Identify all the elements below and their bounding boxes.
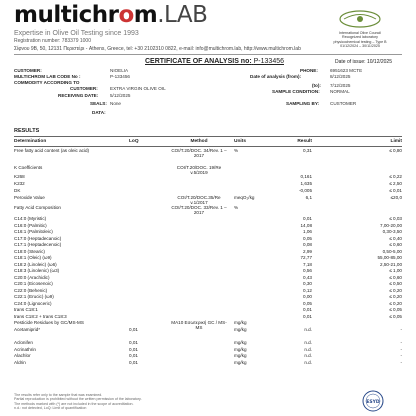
cell-method: COI/T.20/DOC.35/Re v.1/2017 — [177, 195, 221, 205]
cell-limit: ≤20,0 — [390, 195, 402, 200]
cell-result: 0,08 — [303, 242, 312, 247]
cell-limit: - — [400, 347, 402, 352]
cell-determination: C18:1 (Oleic) (ω9) — [14, 255, 52, 260]
cell-limit: ≤ 0,20 — [389, 288, 402, 293]
sample-condition-value: NORMAL — [330, 89, 350, 94]
cell-determination: C24:0 (Lignoceric) — [14, 301, 52, 306]
cell-determination: C16:1 (Palmitoleic) — [14, 229, 53, 234]
cell-determination: Acetamiprid* — [14, 327, 41, 332]
cell-result: 0,05 — [303, 236, 312, 241]
cell-result: 0,161 — [300, 174, 312, 179]
col-method: Method — [190, 139, 208, 144]
cell-method: COI/T.20/DOC. 19/Re v.5/2019 — [176, 165, 222, 175]
phone-label: PHONE: — [300, 68, 318, 73]
analysis-to-label: (to): — [312, 83, 321, 88]
cell-determination: C22:0 (Behenic) — [14, 288, 48, 293]
cell-determination: C18:0 (Stearic) — [14, 249, 45, 254]
cell-result: 0,05 — [303, 301, 312, 306]
cell-determination: Free fatty acid content (as oleic acid) — [14, 148, 90, 153]
cell-result: n.d. — [304, 353, 312, 358]
ioc-logo-icon — [330, 8, 390, 30]
cell-determination: K Coefficients — [14, 165, 43, 170]
cell-determination: C20:1 (Eicosenoic) — [14, 281, 53, 286]
cell-result: 0,00 — [303, 294, 312, 299]
cell-determination: C18:2 (Linoleic) (ω6) — [14, 262, 57, 267]
cell-units: mg/kg — [234, 360, 247, 365]
analysis-to-value: 7/12/2025 — [330, 83, 351, 88]
ioc-recognition: International Olive Council Recognized laboratory physicochemical testing – Type B 01/12/2024 – 30/11/2025 — [333, 31, 387, 49]
cell-units: mg/kg — [234, 347, 247, 352]
cell-result: 72,77 — [300, 255, 312, 260]
cell-limit: 0,50-5,00 — [382, 249, 402, 254]
customer-label: CUSTOMER: — [14, 68, 42, 73]
cell-limit: ≤ 0,20 — [389, 301, 402, 306]
phone-value: 6951623 MCTE — [330, 68, 363, 73]
cell-determination: C17:1 (Heptadecenoic) — [14, 242, 62, 247]
sample-condition-label: SAMPLE CONDITION: — [272, 89, 320, 94]
cell-limit: ≤ 0,60 — [389, 242, 402, 247]
cell-result: n.d. — [304, 340, 312, 345]
cell-result: -0,005 — [298, 188, 312, 193]
cell-limit: ≤ 1,00 — [389, 268, 402, 273]
cell-determination: C17:0 (Heptadecanoic) — [14, 236, 62, 241]
cell-method: MA10 Εσωτερική GC / MS-MS — [171, 320, 227, 330]
company-logo: multichrom.LAB — [14, 2, 208, 28]
cell-limit: 2,50-21,00 — [380, 262, 402, 267]
cell-result: 6,1 — [305, 195, 312, 200]
tagline: Expertise in Olive Oil Testing since 1993 — [14, 30, 139, 37]
registration-number: Registration number: 783379 1000 — [14, 38, 91, 44]
cell-determination: C16:0 (Palmitic) — [14, 223, 47, 228]
cell-units: mg/kg — [234, 353, 247, 358]
cell-limit: ≤ 0,03 — [389, 216, 402, 221]
cell-loq: 0,01 — [129, 353, 138, 358]
certificate-title: CERTIFICATE OF ANALYSIS no: P-133456 — [145, 58, 284, 65]
customer-value: NIOELIA — [110, 68, 129, 73]
seals-label: SEALS: — [90, 101, 107, 106]
cell-result: 0,31 — [303, 148, 312, 153]
lab-code-value: P-133456 — [110, 74, 130, 79]
cell-limit: 7,00-20,00 — [380, 223, 402, 228]
col-loq: LoQ — [129, 139, 139, 144]
cell-loq: 0,01 — [129, 360, 138, 365]
cell-determination: Peroxide Value — [14, 195, 45, 200]
cell-determination: C18:3 (Linolenic) (ω3) — [14, 268, 60, 273]
cell-determination: C22:1 (Erucic) (ω9) — [14, 294, 54, 299]
header-divider — [14, 54, 402, 55]
cell-limit: 0,30-3,50 — [382, 229, 402, 234]
cell-determination: DK — [14, 188, 21, 193]
cell-limit: ≤ 0,22 — [389, 174, 402, 179]
cell-units: meqO₂/kg — [234, 195, 255, 200]
receiving-date-value: 5/12/2025 — [110, 93, 131, 98]
cell-limit: - — [400, 353, 402, 358]
cell-result: n.d. — [304, 360, 312, 365]
cell-limit: - — [400, 327, 402, 332]
cell-limit: ≤ 2,50 — [389, 181, 402, 186]
cell-determination: K268 — [14, 174, 25, 179]
cell-result: 1,06 — [303, 229, 312, 234]
cell-units: mg/kg — [234, 340, 247, 345]
cell-limit: ≤ 0,20 — [389, 294, 402, 299]
cell-result: 0,30 — [303, 281, 312, 286]
sampling-by-label: SAMPLING BY: — [286, 101, 320, 106]
cell-method: COI/T.20/DOC. 34/Rev. 1 – 2017 — [171, 148, 227, 158]
col-determination: Determination — [14, 139, 47, 144]
cell-units: % — [234, 205, 239, 210]
cell-loq: 0,01 — [129, 340, 138, 345]
cell-limit: ≤ 0,50 — [389, 281, 402, 286]
cell-limit: ≤ 0,80 — [389, 148, 402, 153]
cell-determination: Pesticide Residues by GC/MS-MS — [14, 320, 84, 325]
cell-determination: C14:0 (Myristic) — [14, 216, 47, 221]
logo-o: o — [118, 2, 134, 28]
cell-result: 2,99 — [303, 249, 312, 254]
cell-limit: ≤ 0,40 — [389, 236, 402, 241]
col-units: Units — [234, 139, 246, 144]
cell-determination: C20:0 (Arachidic) — [14, 275, 50, 280]
cell-determination: Fatty Acid Composition — [14, 205, 61, 210]
cell-determination: Alachlor — [14, 353, 31, 358]
col-limit: Limit — [390, 139, 402, 144]
issue-date: Date of issue: 10/12/2025 — [335, 59, 392, 65]
cell-loq: 0,01 — [129, 347, 138, 352]
results-table-header — [14, 136, 402, 147]
sampling-by-value: CUSTOMER — [330, 101, 357, 106]
cell-result: 0,43 — [303, 275, 312, 280]
cell-limit: 55,00-85,00 — [377, 255, 402, 260]
cell-determination: Aclonifen — [14, 340, 33, 345]
cell-determination: trans C18:1 — [14, 307, 38, 312]
footer-notes: The results refer only to the sample that was examined. Partial reproduction is prohibited without the written permission of the laboratory. The methods marked with (*) are not included in the scope of accreditation. n.d.: not detected, LoQ: Limit of quantification — [14, 393, 142, 411]
accreditation-seal-icon — [362, 390, 384, 412]
cell-limit: ≤ 0,05 — [389, 307, 402, 312]
results-heading: RESULTS — [14, 128, 40, 134]
cell-limit: - — [400, 340, 402, 345]
cell-result: n.d. — [304, 347, 312, 352]
col-result: Result — [297, 139, 312, 144]
data-label: DATA: — [92, 110, 106, 115]
address-line: Σίφνου 9Β, 50, 12131 Περιστέρι - Athens, Greece, tel: +30 2102310 0822, e-mail: info@multichrom.lab, http://www.multichrom.lab — [14, 46, 301, 52]
analysis-from-label: Date of analysis (from): — [250, 74, 302, 79]
cell-units: % — [234, 148, 239, 153]
commodity-value: EXTRA VIRGIN OLIVE OIL — [110, 86, 166, 91]
certificate-number: P-133456 — [253, 58, 284, 65]
cell-result: 0,56 — [303, 268, 312, 273]
lab-code-label: MULTICHROM LAB CODE No : — [14, 74, 81, 79]
cell-result: n.d. — [304, 327, 312, 332]
seal-text: ESYD — [366, 399, 380, 405]
cell-result: 0,01 — [303, 314, 312, 319]
cell-determination: trans C18:2 + trans C18:3 — [14, 314, 67, 319]
cell-determination: Aldrin — [14, 360, 26, 365]
cell-result: 0,01 — [303, 307, 312, 312]
cell-limit: ≤ 0,01 — [389, 188, 402, 193]
cell-units: mg/kg — [234, 320, 247, 325]
cell-limit: - — [400, 360, 402, 365]
commodity-label: COMMODITY ACCORDING TO — [14, 80, 80, 85]
cell-result: 7,18 — [303, 262, 312, 267]
cell-result: 14,08 — [300, 223, 312, 228]
analysis-from-value: 8/12/2025 — [330, 74, 351, 79]
cell-limit: ≤ 0,60 — [389, 275, 402, 280]
receiving-date-label: RECEIVING DATE: — [58, 93, 99, 98]
cell-method: COI/T.20/DOC. 33/Rev. 1 – 2017 — [171, 205, 227, 215]
cell-result: 0,12 — [303, 288, 312, 293]
cell-result: 1,635 — [300, 181, 312, 186]
cell-result: 0,01 — [303, 216, 312, 221]
cell-determination: Acrinathrin — [14, 347, 36, 352]
commodity-customer-label: CUSTOMER: — [70, 86, 98, 91]
cell-units: mg/kg — [234, 327, 247, 332]
cell-determination: K232 — [14, 181, 25, 186]
cell-loq: 0,01 — [129, 327, 138, 332]
cell-limit: ≤ 0,05 — [389, 314, 402, 319]
seals-value: None — [110, 101, 121, 106]
